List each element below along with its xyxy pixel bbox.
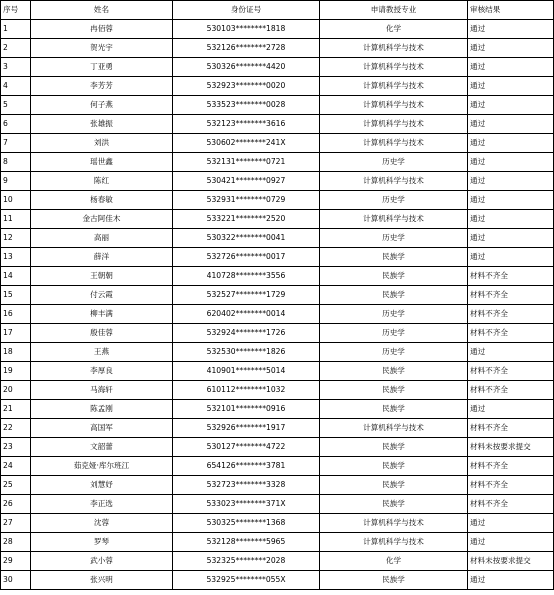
cell-major: 民族学 (320, 476, 468, 495)
cell-no: 13 (1, 248, 31, 267)
table-row (1, 495, 554, 514)
cell-major: 民族学 (320, 381, 468, 400)
cell-result: 材料未按要求提交 (468, 552, 554, 571)
cell-major: 化学 (320, 20, 468, 39)
table-row (1, 58, 554, 77)
table-row (1, 96, 554, 115)
cell-no: 23 (1, 438, 31, 457)
cell-id-number: 530326********4420 (173, 58, 320, 77)
cell-id-number: 530103********1818 (173, 20, 320, 39)
cell-major: 计算机科学与技术 (320, 514, 468, 533)
cell-id-number: 532128********5965 (173, 533, 320, 552)
cell-name: 高丽 (31, 229, 173, 248)
cell-id-number: 532924********1726 (173, 324, 320, 343)
cell-result: 材料不齐全 (468, 324, 554, 343)
cell-name: 陈红 (31, 172, 173, 191)
cell-major: 计算机科学与技术 (320, 96, 468, 115)
header-no: 序号 (1, 1, 31, 20)
cell-no: 11 (1, 210, 31, 229)
cell-name: 高国军 (31, 419, 173, 438)
cell-name: 王朝朝 (31, 267, 173, 286)
cell-name: 沈蓉 (31, 514, 173, 533)
cell-major: 民族学 (320, 286, 468, 305)
cell-id-number: 530602********241X (173, 134, 320, 153)
cell-name: 文韶蕾 (31, 438, 173, 457)
cell-id-number: 532923********0020 (173, 77, 320, 96)
cell-result: 材料不齐全 (468, 381, 554, 400)
cell-no: 29 (1, 552, 31, 571)
cell-id-number: 532126********2728 (173, 39, 320, 58)
header-name: 姓名 (31, 1, 173, 20)
cell-result: 通过 (468, 172, 554, 191)
cell-result: 材料不齐全 (468, 286, 554, 305)
table-row (1, 305, 554, 324)
cell-name: 付云霞 (31, 286, 173, 305)
cell-result: 通过 (468, 343, 554, 362)
cell-major: 计算机科学与技术 (320, 77, 468, 96)
cell-no: 22 (1, 419, 31, 438)
table-row (1, 343, 554, 362)
cell-id-number: 654126********3781 (173, 457, 320, 476)
cell-name: 薛洋 (31, 248, 173, 267)
cell-no: 25 (1, 476, 31, 495)
cell-id-number: 532723********3328 (173, 476, 320, 495)
cell-no: 18 (1, 343, 31, 362)
cell-name: 刘慧妤 (31, 476, 173, 495)
cell-result: 材料不齐全 (468, 495, 554, 514)
cell-major: 历史学 (320, 229, 468, 248)
cell-name: 刘洪 (31, 134, 173, 153)
cell-result: 通过 (468, 533, 554, 552)
table-row (1, 438, 554, 457)
cell-no: 8 (1, 153, 31, 172)
table-row (1, 267, 554, 286)
table-row (1, 191, 554, 210)
cell-major: 计算机科学与技术 (320, 115, 468, 134)
cell-major: 计算机科学与技术 (320, 533, 468, 552)
cell-result: 材料不齐全 (468, 419, 554, 438)
table-row (1, 153, 554, 172)
cell-result: 通过 (468, 96, 554, 115)
table-row (1, 229, 554, 248)
cell-id-number: 410728********3556 (173, 267, 320, 286)
cell-result: 通过 (468, 210, 554, 229)
table-row (1, 381, 554, 400)
cell-no: 27 (1, 514, 31, 533)
cell-name: 王燕 (31, 343, 173, 362)
cell-id-number: 533023********371X (173, 495, 320, 514)
cell-no: 2 (1, 39, 31, 58)
cell-name: 张兴明 (31, 571, 173, 590)
cell-major: 历史学 (320, 343, 468, 362)
cell-id-number: 532925********055X (173, 571, 320, 590)
table-row (1, 419, 554, 438)
cell-no: 24 (1, 457, 31, 476)
cell-major: 民族学 (320, 571, 468, 590)
cell-no: 16 (1, 305, 31, 324)
cell-id-number: 532726********0017 (173, 248, 320, 267)
cell-major: 历史学 (320, 324, 468, 343)
cell-result: 材料未按要求提交 (468, 438, 554, 457)
cell-name: 陈孟刚 (31, 400, 173, 419)
cell-no: 19 (1, 362, 31, 381)
cell-major: 历史学 (320, 191, 468, 210)
cell-name: 丁亚勇 (31, 58, 173, 77)
cell-no: 28 (1, 533, 31, 552)
cell-name: 李芳芳 (31, 77, 173, 96)
cell-id-number: 532325********2028 (173, 552, 320, 571)
cell-result: 通过 (468, 248, 554, 267)
cell-major: 民族学 (320, 362, 468, 381)
table-row (1, 324, 554, 343)
table-row (1, 552, 554, 571)
cell-major: 民族学 (320, 438, 468, 457)
cell-id-number: 410901********5014 (173, 362, 320, 381)
cell-name: 冉佰蓉 (31, 20, 173, 39)
cell-no: 5 (1, 96, 31, 115)
cell-name: 茹克娅·库尔班江 (31, 457, 173, 476)
cell-id-number: 532131********0721 (173, 153, 320, 172)
cell-id-number: 532926********1917 (173, 419, 320, 438)
cell-id-number: 530322********0041 (173, 229, 320, 248)
cell-no: 26 (1, 495, 31, 514)
cell-name: 金古阿佳木 (31, 210, 173, 229)
table-row (1, 172, 554, 191)
table-row (1, 571, 554, 590)
cell-name: 瑶世鑫 (31, 153, 173, 172)
cell-result: 通过 (468, 58, 554, 77)
table-header-row (1, 1, 554, 20)
cell-result: 材料不齐全 (468, 457, 554, 476)
cell-name: 李厚良 (31, 362, 173, 381)
cell-major: 计算机科学与技术 (320, 58, 468, 77)
cell-major: 计算机科学与技术 (320, 210, 468, 229)
cell-name: 殷佳蓉 (31, 324, 173, 343)
cell-id-number: 533221********2520 (173, 210, 320, 229)
cell-result: 通过 (468, 115, 554, 134)
cell-no: 10 (1, 191, 31, 210)
cell-no: 1 (1, 20, 31, 39)
cell-result: 材料不齐全 (468, 362, 554, 381)
cell-id-number: 532530********1826 (173, 343, 320, 362)
cell-no: 12 (1, 229, 31, 248)
cell-id-number: 610112********1032 (173, 381, 320, 400)
table-row (1, 457, 554, 476)
cell-major: 民族学 (320, 267, 468, 286)
cell-id-number: 530325********1368 (173, 514, 320, 533)
cell-no: 7 (1, 134, 31, 153)
cell-name: 罗琴 (31, 533, 173, 552)
table-row (1, 286, 554, 305)
cell-major: 计算机科学与技术 (320, 172, 468, 191)
cell-no: 17 (1, 324, 31, 343)
cell-result: 材料不齐全 (468, 267, 554, 286)
table-row (1, 39, 554, 58)
cell-major: 民族学 (320, 248, 468, 267)
cell-id-number: 532101********0916 (173, 400, 320, 419)
header-result: 审核结果 (468, 1, 554, 20)
cell-no: 9 (1, 172, 31, 191)
cell-major: 民族学 (320, 495, 468, 514)
table-row (1, 115, 554, 134)
cell-major: 民族学 (320, 400, 468, 419)
cell-no: 6 (1, 115, 31, 134)
cell-no: 14 (1, 267, 31, 286)
cell-name: 张雄振 (31, 115, 173, 134)
cell-major: 计算机科学与技术 (320, 419, 468, 438)
cell-name: 杨春敏 (31, 191, 173, 210)
cell-name: 马海轩 (31, 381, 173, 400)
cell-result: 通过 (468, 20, 554, 39)
cell-no: 15 (1, 286, 31, 305)
header-major: 申请教授专业 (320, 1, 468, 20)
table-row (1, 476, 554, 495)
table-row (1, 210, 554, 229)
table-row (1, 533, 554, 552)
cell-id-number: 532931********0729 (173, 191, 320, 210)
cell-major: 化学 (320, 552, 468, 571)
cell-no: 21 (1, 400, 31, 419)
cell-id-number: 532123********3616 (173, 115, 320, 134)
cell-id-number: 532527********1729 (173, 286, 320, 305)
cell-major: 历史学 (320, 153, 468, 172)
table-row (1, 20, 554, 39)
cell-id-number: 530127********4722 (173, 438, 320, 457)
cell-name: 武小蓉 (31, 552, 173, 571)
cell-result: 通过 (468, 571, 554, 590)
cell-name: 李正选 (31, 495, 173, 514)
cell-name: 柳丰满 (31, 305, 173, 324)
cell-result: 通过 (468, 514, 554, 533)
table-row (1, 400, 554, 419)
cell-result: 通过 (468, 77, 554, 96)
cell-id-number: 533523********0028 (173, 96, 320, 115)
cell-result: 通过 (468, 134, 554, 153)
cell-result: 材料不齐全 (468, 305, 554, 324)
cell-major: 历史学 (320, 305, 468, 324)
cell-result: 通过 (468, 400, 554, 419)
cell-result: 通过 (468, 191, 554, 210)
cell-major: 计算机科学与技术 (320, 134, 468, 153)
table-row (1, 77, 554, 96)
table-row (1, 134, 554, 153)
cell-major: 计算机科学与技术 (320, 39, 468, 58)
table-row (1, 248, 554, 267)
cell-major: 民族学 (320, 457, 468, 476)
table-body (1, 20, 554, 590)
cell-name: 何子燕 (31, 96, 173, 115)
cell-no: 3 (1, 58, 31, 77)
cell-no: 4 (1, 77, 31, 96)
table-row (1, 514, 554, 533)
table-row (1, 362, 554, 381)
cell-result: 通过 (468, 229, 554, 248)
cell-id-number: 530421********0927 (173, 172, 320, 191)
cell-no: 20 (1, 381, 31, 400)
cell-name: 贺光宇 (31, 39, 173, 58)
cell-id-number: 620402********0014 (173, 305, 320, 324)
cell-result: 通过 (468, 153, 554, 172)
cell-result: 通过 (468, 39, 554, 58)
cell-result: 材料不齐全 (468, 476, 554, 495)
header-id: 身份证号 (173, 1, 320, 20)
cell-no: 30 (1, 571, 31, 590)
